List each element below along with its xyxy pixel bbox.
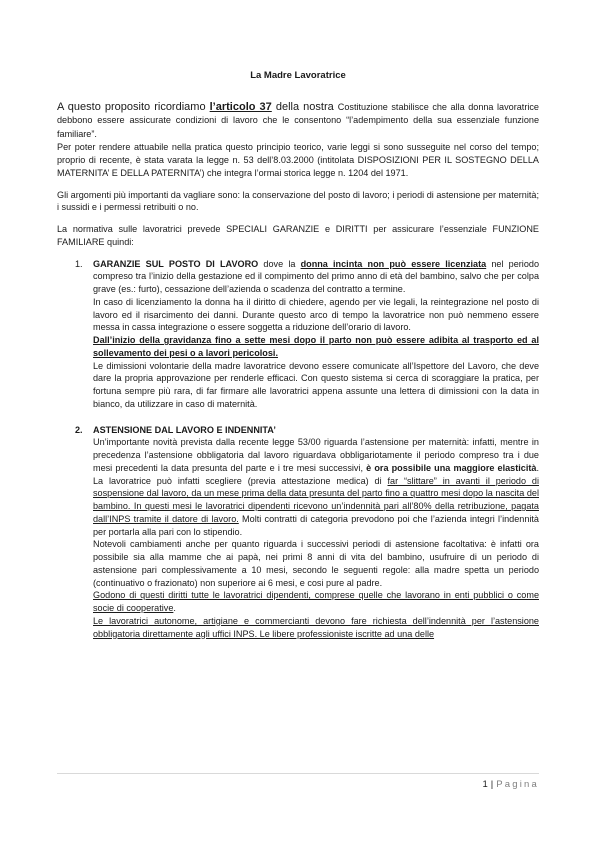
astensione-paragraph-2: Notevoli cambiamenti anche per quanto riguarda i successivi periodi di astensione facoltativa: è infatti ora possibile sia alla mamme che ai papà, nei primi 8 anni di vita del bambino, usufruire di un periodo di astensione pari complessivamente a 10 mesi, secondo le seguenti regole: alla madre spetta un periodo (continuativo o frazionato) non superiore ai 6 mesi, e cosi pure al padre. [93,539,539,588]
intro-text-a: A questo proposito ricordiamo [57,100,210,113]
intro-paragraph [57,101,539,142]
garanzie-paragraph-3 [93,334,539,360]
garanzie-paragraph-2: In caso di licenziamento la donna ha il diritto di chiedere, agendo per vie legali, la reintegrazione nel posto di lavoro ed il risarcimento dei danni. Durante questo arco di tempo la lavoratrice non può nemmeno essere messa in cassa integrazione o essere soggetta a riduzione dell’orario di lavoro. [93,296,539,333]
garanzie-paragraph-1 [93,258,539,296]
garanzie-highlight: donna incinta non può essere licenziata [300,258,487,269]
garanzie-paragraph-4: Le dimissioni volontarie della madre lavoratrice devono essere comunicate all’Ispettore del Lavoro, che deve dare la propria approvazione per renderle efficaci. Con questo sistema si cerca di scoraggiare la pratica, per fortuna sempre più rara, di far firmare alle lavoratrici appena assunte una lettera di dimissioni con la data in bianco, da utilizzare in caso di maternità. [93,360,539,409]
article-37-reference: l’articolo 37 [209,100,272,113]
list-number-2: 2. [75,424,83,435]
garanzie-heading: GARANZIE SUL POSTO DI LAVORO [93,258,259,269]
document-body [57,70,539,640]
footer-divider [57,773,539,774]
astensione-slittare: far “slittare” in avanti il periodo di sospensione dal lavoro, da un mese prima della data presunta del parto fino a quattro mesi dopo la nascita del bambino. In questi mesi le lavoratrici dipendenti ricevono un’indennità pari all’80% della retribuzione, pagata dall’INPS tramite il datore di lavoro. [93,475,539,524]
paragraph-argomenti: Gli argomenti più importanti da vagliare sono: la conservazione del posto di lavoro; i periodi di astensione per maternità; i sussidi e i permessi retribuiti o no. [57,189,539,213]
intro-text-d: Costituzione stabilisce che alla donna lavoratrice debbono essere assicurate condizioni di lavoro che le consentono “l’adempimento della sua essenziale funzione familiare”. [57,101,539,139]
astensione-text-a: Un’importante novità prevista dalla recente legge 53/00 riguarda l’astensione per maternità: infatti, mentre in precedenza l’astensione obbligatoria dal lavoro riguardava obbligariotamente il periodo compreso tra i due mesi precedenti la data presunta del parte e i tre mesi successivi, [93,437,539,473]
astensione-paragraph-1 [93,436,539,538]
list-item-astensione [57,424,539,641]
paragraph-normativa: La normativa sulle lavoratrici prevede SPECIALI GARANZIE e DIRITTI per assicurare l’essenziale FUNZIONE FAMILIARE quindi: [57,224,539,247]
page-footer [482,779,539,790]
astensione-paragraph-3 [93,589,539,615]
garanzie-text-a: dove la [258,258,301,269]
astensione-heading: ASTENSIONE DAL LAVORO E INDENNITA’ [93,424,276,435]
astensione-paragraph-4 [93,615,539,641]
astensione-text-e: Molti contratti di categoria prevodono poi che l’azienda integri l’indennità per portarla alla pari con lo stipendio. [93,513,539,537]
list-item-garanzie [57,258,539,411]
astensione-dipendenti-end: . [173,603,176,613]
intro-text-c: della nostra [271,100,338,113]
astensione-dipendenti: Godono di questi diritti tutte le lavoratrici dipendenti, comprese quelle che lavorano in enti pubblici o come socie di cooperative [93,590,539,613]
astensione-elasticita: è ora possibile una maggiore elasticità [366,462,537,473]
garanzie-text-c: nel periodo compreso tra l’inizio della gestazione ed il compimento del primo anno di età del bambino, salvo che per colpa grave (es.: furto), cessazione dell’azienda o scadenza del contratto a termine. [93,258,540,294]
page-label: Pagina [496,779,539,790]
garanzie-trasporto-warning: Dall’inizio della gravidanza fino a sette mesi dopo il parto non può essere adibita al trasporto ed al sollevamento dei pesi o a lavori pericolosi. [93,335,539,358]
list-number-1: 1. [75,258,83,269]
astensione-autonome: Le lavoratrici autonome, artigiane e commercianti devono fare richiesta dell’indennità per l’astensione obbligatoria direttamente agli uffici INPS. Le libere professioniste iscritte ad una delle [93,615,539,639]
footer-separator: | [490,779,494,790]
astensione-text-c: . La lavoratrice può infatti scegliere (previa attestazione medica) di [93,462,540,486]
paragraph-legge-53: Per poter rendere attuabile nella pratica questo principio teorico, varie leggi si sono susseguite nel corso del tempo; proprio di recente, è stata varata la legge n. 53 dell’8.03.2000 (intitolata DISPOSIZIONI PER IL SOSTEGNO DELLA MATERNITA’ E DELLA PATERNITA’) che integra l’ormai storica legge n. 1204 del 1971. [57,142,539,178]
document-title: La Madre Lavoratrice [250,70,346,81]
page-number: 1 [482,779,488,790]
astensione-heading-line [93,424,539,437]
